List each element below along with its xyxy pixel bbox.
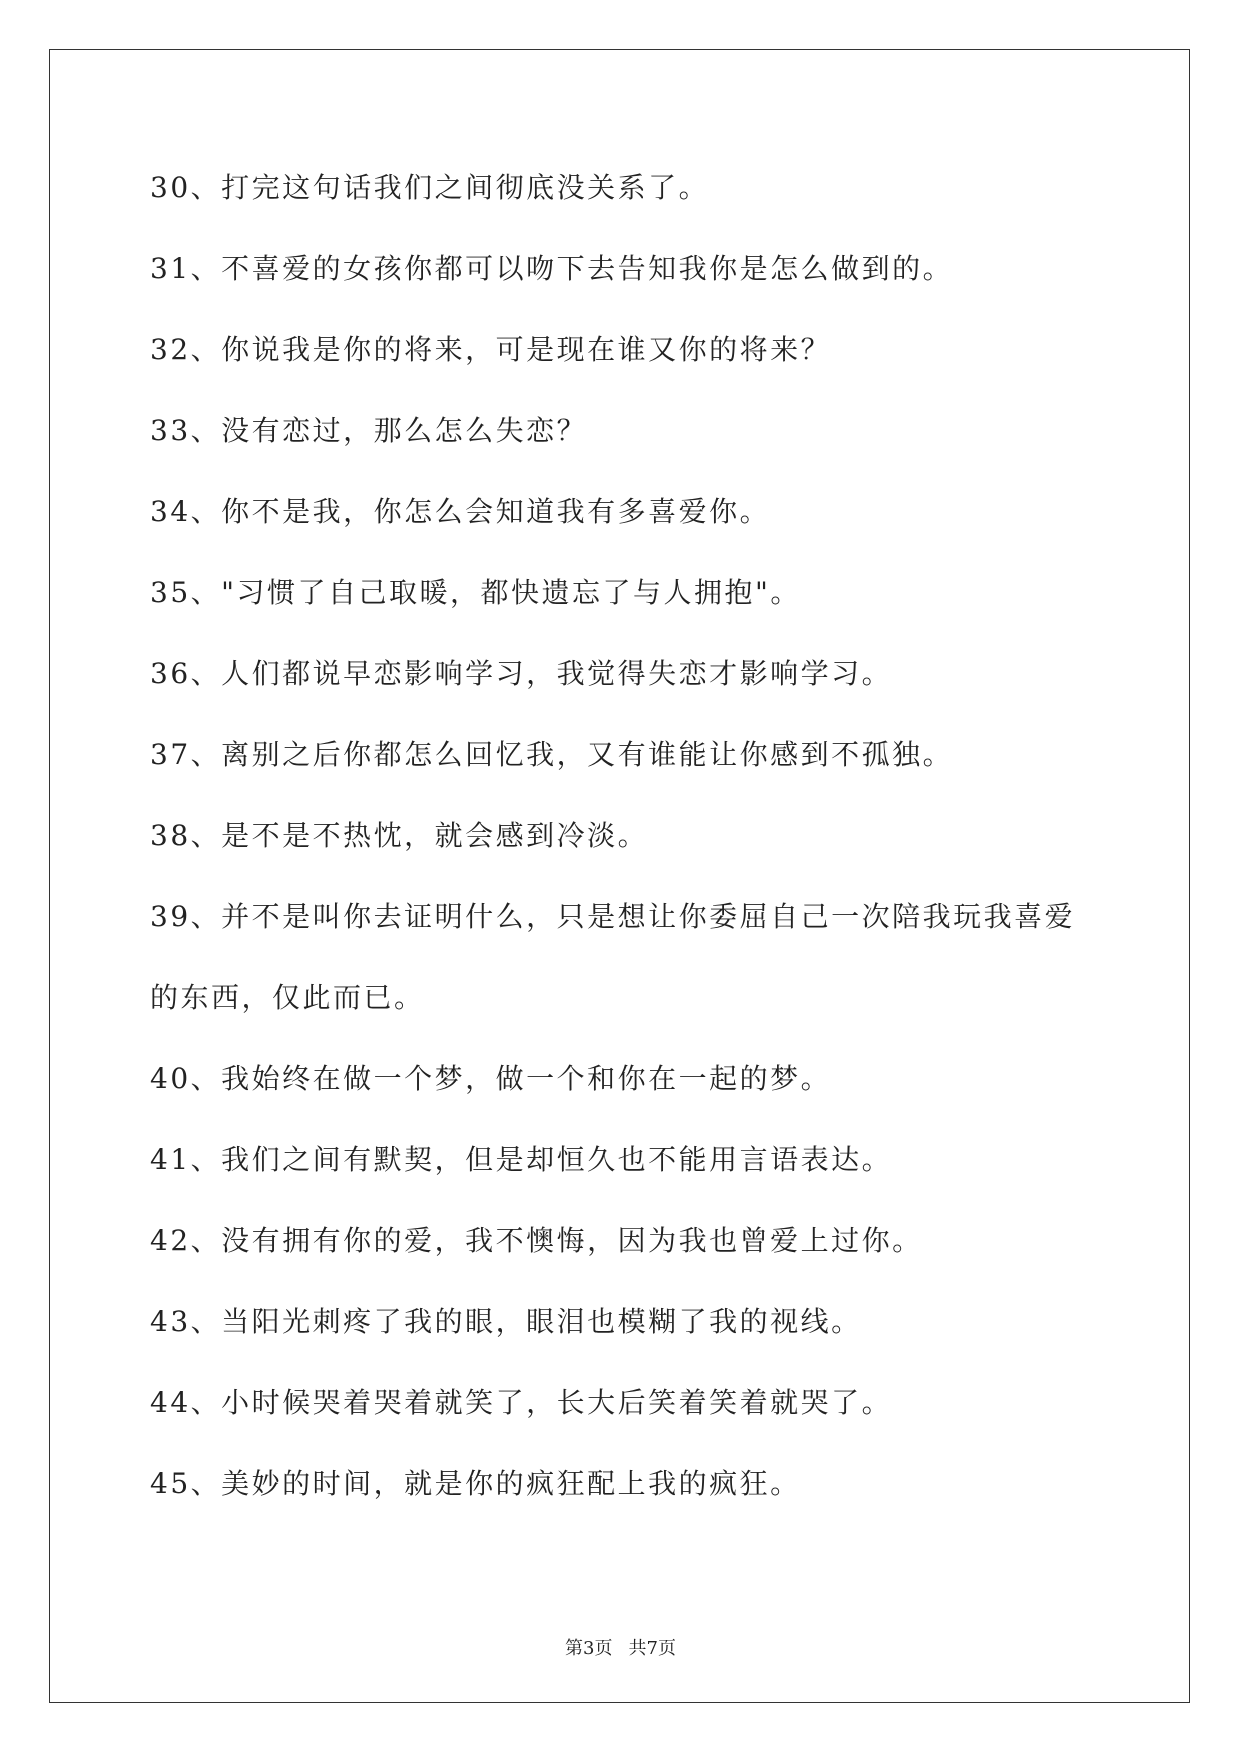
page-number: 第3页 xyxy=(565,1638,613,1659)
text-line-40: 40、我始终在做一个梦，做一个和你在一起的梦。 xyxy=(150,1062,832,1095)
text-line-35: 35、"习惯了自己取暖，都快遗忘了与人拥抱"。 xyxy=(150,576,801,609)
text-line-33: 33、没有恋过，那么怎么失恋？ xyxy=(150,414,588,447)
text-line-41: 41、我们之间有默契，但是却恒久也不能用言语表达。 xyxy=(150,1143,893,1176)
text-line-34: 34、你不是我，你怎么会知道我有多喜爱你。 xyxy=(150,495,771,528)
text-line-42: 42、没有拥有你的爱，我不懊悔，因为我也曾爱上过你。 xyxy=(150,1224,923,1257)
text-line-31: 31、不喜爱的女孩你都可以吻下去告知我你是怎么做到的。 xyxy=(150,252,954,285)
text-line-44: 44、小时候哭着哭着就笑了，长大后笑着笑着就哭了。 xyxy=(150,1386,893,1419)
text-line-45: 45、美妙的时间，就是你的疯狂配上我的疯狂。 xyxy=(150,1467,801,1500)
text-line-39: 39、并不是叫你去证明什么，只是想让你委屈自己一次陪我玩我喜爱 xyxy=(150,900,1076,933)
text-line-37: 37、离别之后你都怎么回忆我，又有谁能让你感到不孤独。 xyxy=(150,738,954,771)
text-line-32: 32、你说我是你的将来，可是现在谁又你的将来？ xyxy=(150,333,832,366)
text-line-43: 43、当阳光刺疼了我的眼，眼泪也模糊了我的视线。 xyxy=(150,1305,862,1338)
text-line-30: 30、打完这句话我们之间彻底没关系了。 xyxy=(150,171,710,204)
text-line-38: 38、是不是不热忱，就会感到冷淡。 xyxy=(150,819,649,852)
text-line-39-continued: 的东西，仅此而已。 xyxy=(150,981,425,1014)
text-line-36: 36、人们都说早恋影响学习，我觉得失恋才影响学习。 xyxy=(150,657,893,690)
page-total: 共7页 xyxy=(628,1638,676,1659)
page-footer xyxy=(0,1634,1241,1660)
document-body xyxy=(150,168,1100,1545)
